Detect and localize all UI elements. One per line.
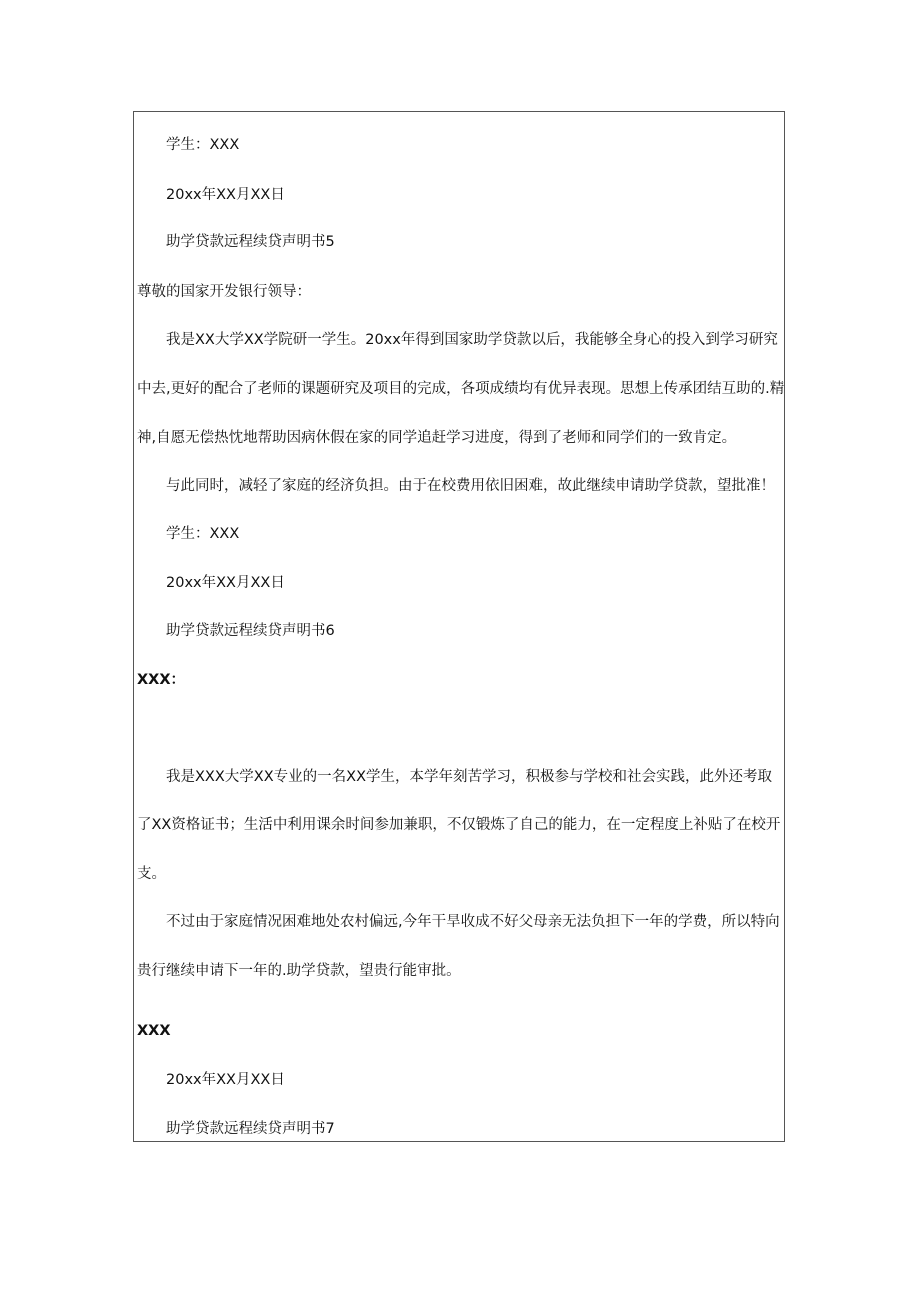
student-name-line: 学生：XXX xyxy=(166,526,240,542)
paragraph-line: 中去,更好的配合了老师的课题研究及项目的完成，各项成绩均有优异表现。思想上传承团结互助的.精 xyxy=(137,381,785,397)
section-title-7: 助学贷款远程续贷声明书7 xyxy=(166,1121,335,1137)
paragraph-line: 我是XX大学XX学院研一学生。20xx年得到国家助学贷款以后，我能够全身心的投入到学习研究 xyxy=(166,332,778,348)
paragraph-line: 了XX资格证书；生活中利用课余时间参加兼职，不仅锻炼了自己的能力，在一定程度上补贴了在校开 xyxy=(137,817,781,833)
date-line: 20xx年XX月XX日 xyxy=(166,575,285,591)
paragraph-line: 支。 xyxy=(137,866,166,882)
section-title-6: 助学贷款远程续贷声明书6 xyxy=(166,623,335,639)
signature: XXX xyxy=(137,1023,171,1039)
student-name-line: 学生：XXX xyxy=(166,137,240,153)
paragraph-line: 我是XXX大学XX专业的一名XX学生，本学年刻苦学习，积极参与学校和社会实践，此外还考取 xyxy=(166,769,773,785)
salutation: 尊敬的国家开发银行领导： xyxy=(137,284,311,300)
date-line: 20xx年XX月XX日 xyxy=(166,187,285,203)
date-line: 20xx年XX月XX日 xyxy=(166,1072,285,1088)
paragraph-line: 与此同时，减轻了家庭的经济负担。由于在校费用依旧困难，故此继续申请助学贷款，望批准！ xyxy=(166,478,775,494)
paragraph-line: 不过由于家庭情况困难地处农村偏远,今年干旱收成不好父母亲无法负担下一年的学费，所以特向 xyxy=(166,914,780,930)
section-title-5: 助学贷款远程续贷声明书5 xyxy=(166,234,335,250)
paragraph-line: 贵行继续申请下一年的.助学贷款，望贵行能审批。 xyxy=(137,963,461,979)
salutation: XXX： xyxy=(137,672,186,688)
paragraph-line: 神,自愿无偿热忱地帮助因病休假在家的同学追赶学习进度，得到了老师和同学们的一致肯定。 xyxy=(137,430,737,446)
